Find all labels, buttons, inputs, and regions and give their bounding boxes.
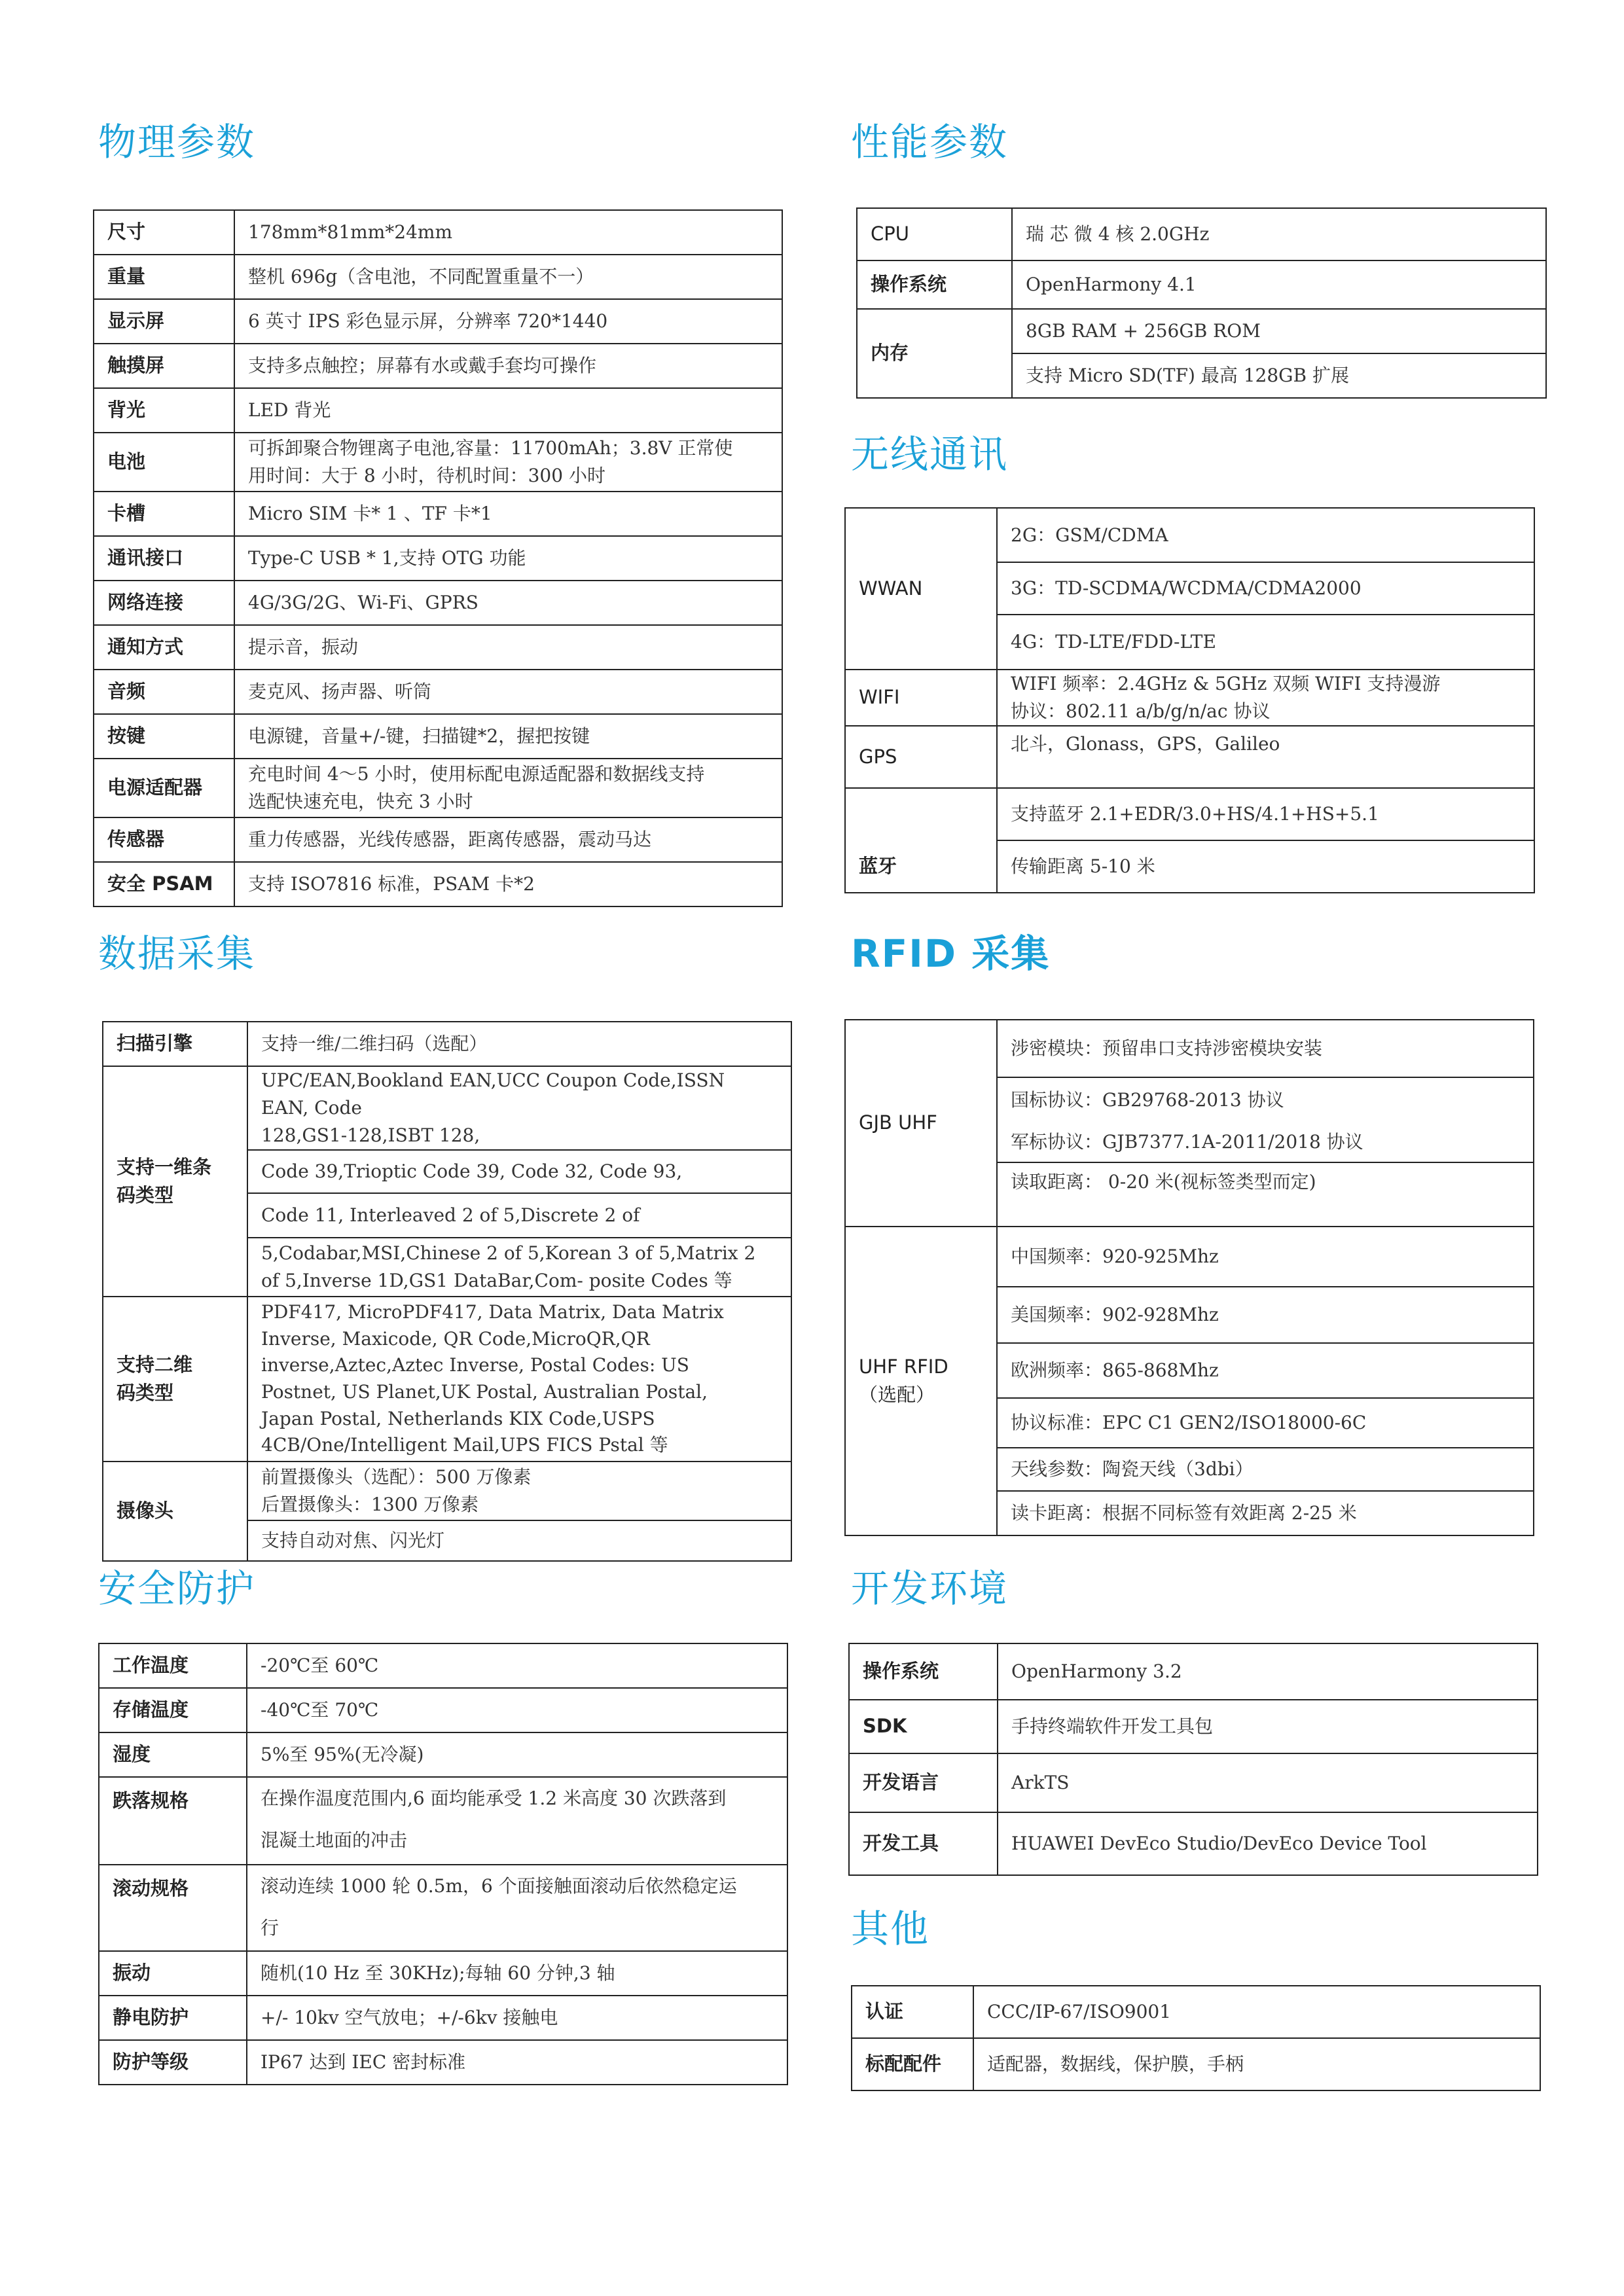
one-d-codes-value bbox=[247, 1066, 791, 1150]
two-d-key-line: 支持二维 bbox=[117, 1353, 193, 1376]
front-camera: 前置摄像头（选配）：500 万像素 bbox=[261, 1466, 532, 1488]
row-value: 适配器，数据线，保护膜，手柄 bbox=[973, 2038, 1540, 2090]
scan-engine-key: 扫描引擎 bbox=[103, 1022, 247, 1066]
rfid-value: 军标协议：GJB7377.1A-2011/2018 协议 bbox=[997, 1122, 1534, 1162]
bluetooth-version-value: 支持蓝牙 2.1+EDR/3.0+HS/4.1+HS+5.1 bbox=[997, 788, 1534, 840]
rfid-value: 读卡距离：根据不同标签有效距离 2-25 米 bbox=[997, 1491, 1534, 1535]
row-value bbox=[234, 433, 782, 492]
two-d-codes-line: Japan Postal, Netherlands KIX Code,USPS bbox=[261, 1407, 655, 1429]
rear-camera: 后置摄像头：1300 万像素 bbox=[261, 1494, 479, 1515]
heading-rfid: RFID 采集 bbox=[851, 931, 1051, 976]
camera-value bbox=[247, 1462, 791, 1520]
row-key: 静电防护 bbox=[99, 1996, 247, 2040]
row-value-line: 行 bbox=[261, 1917, 280, 1939]
row-value bbox=[234, 759, 782, 817]
row-value-line: 用时间：大于 8 小时，待机时间：300 小时 bbox=[248, 465, 605, 486]
row-key: 通讯接口 bbox=[94, 536, 234, 581]
memory-expansion-value: 支持 Micro SD(TF) 最高 128GB 扩展 bbox=[1012, 353, 1546, 398]
row-value: 重力传感器，光线传感器，距离传感器，震动马达 bbox=[234, 817, 782, 862]
scan-engine-value: 支持一维/二维扫码（选配） bbox=[247, 1022, 791, 1066]
gps-key: GPS bbox=[845, 726, 997, 788]
performance-table bbox=[856, 207, 1547, 399]
wifi-value bbox=[997, 670, 1534, 726]
row-key: 湿度 bbox=[99, 1732, 247, 1777]
one-d-key-line: 码类型 bbox=[117, 1184, 174, 1206]
one-d-barcode-key bbox=[103, 1066, 247, 1297]
rfid-value: 协议标准：EPC C1 GEN2/ISO18000-6C bbox=[997, 1398, 1534, 1448]
row-key: 按键 bbox=[94, 714, 234, 759]
two-d-codes-value bbox=[247, 1297, 791, 1462]
data-capture-table bbox=[102, 1021, 792, 1562]
safety-table bbox=[98, 1643, 788, 2085]
wifi-key: WIFI bbox=[845, 670, 997, 726]
one-d-codes-line: 128,GS1-128,ISBT 128, bbox=[261, 1124, 480, 1146]
heading-performance: 性能参数 bbox=[851, 120, 1009, 164]
row-key: 工作温度 bbox=[99, 1643, 247, 1688]
rfid-value: 国标协议：GB29768-2013 协议 bbox=[997, 1077, 1534, 1122]
row-key: 滚动规格 bbox=[99, 1865, 247, 1951]
gps-value: 北斗，Glonass，GPS，Galileo bbox=[997, 726, 1534, 788]
one-d-codes-value: Code 11, Interleaved 2 of 5,Discrete 2 of bbox=[247, 1193, 791, 1238]
bluetooth-key: 蓝牙 bbox=[845, 788, 997, 893]
one-d-codes-line: 5,Codabar,MSI,Chinese 2 of 5,Korean 3 of 5,Matrix 2 bbox=[261, 1242, 756, 1264]
wwan-2g-value: 2G：GSM/CDMA bbox=[997, 508, 1534, 562]
one-d-codes-line: UPC/EAN,Bookland EAN,UCC Coupon Code,ISSN EAN, Code bbox=[261, 1069, 725, 1119]
cpu-key: CPU bbox=[857, 208, 1012, 260]
row-value: 电源键，音量+/-键，扫描键*2，握把按键 bbox=[234, 714, 782, 759]
row-value: 6 英寸 IPS 彩色显示屏，分辨率 720*1440 bbox=[234, 299, 782, 344]
row-value: 随机(10 Hz 至 30KHz);每轴 60 分钟,3 轴 bbox=[247, 1951, 787, 1996]
wireless-table bbox=[844, 507, 1535, 893]
wwan-4g-value: 4G：TD-LTE/FDD-LTE bbox=[997, 615, 1534, 670]
memory-key: 内存 bbox=[857, 309, 1012, 398]
row-key: 网络连接 bbox=[94, 581, 234, 625]
wwan-3g-value: 3G：TD-SCDMA/WCDMA/CDMA2000 bbox=[997, 562, 1534, 615]
row-value: -40℃至 70℃ bbox=[247, 1688, 787, 1732]
camera-focus-value: 支持自动对焦、闪光灯 bbox=[247, 1520, 791, 1561]
row-key: 电源适配器 bbox=[94, 759, 234, 817]
row-value: HUAWEI DevEco Studio/DevEco Device Tool bbox=[998, 1812, 1538, 1875]
row-key: 触摸屏 bbox=[94, 344, 234, 388]
row-value: ArkTS bbox=[998, 1753, 1538, 1812]
row-value-line: 混凝土地面的冲击 bbox=[261, 1829, 408, 1852]
row-key: SDK bbox=[849, 1700, 998, 1753]
rfid-table bbox=[844, 1019, 1534, 1536]
memory-value: 8GB RAM + 256GB ROM bbox=[1012, 309, 1546, 353]
row-value: 麦克风、扬声器、听筒 bbox=[234, 670, 782, 714]
row-value: Type-C USB * 1,支持 OTG 功能 bbox=[234, 536, 782, 581]
rfid-value: 读取距离： 0-20 米(视标签类型而定) bbox=[997, 1162, 1534, 1227]
heading-physical: 物理参数 bbox=[98, 120, 256, 164]
physical-table bbox=[93, 209, 783, 907]
heading-wireless: 无线通讯 bbox=[851, 432, 1009, 476]
row-key: 传感器 bbox=[94, 817, 234, 862]
heading-other: 其他 bbox=[851, 1907, 930, 1951]
row-value: Micro SIM 卡* 1 、TF 卡*1 bbox=[234, 492, 782, 536]
row-value-line: 滚动连续 1000 轮 0.5m，6 个面接触面滚动后依然稳定运 bbox=[261, 1875, 737, 1897]
wifi-frequency: WIFI 频率：2.4GHz & 5GHz 双频 WIFI 支持漫游 bbox=[1011, 673, 1441, 694]
row-key: 防护等级 bbox=[99, 2040, 247, 2085]
row-key: 背光 bbox=[94, 388, 234, 433]
other-table bbox=[851, 1985, 1541, 2091]
two-d-key-line: 码类型 bbox=[117, 1382, 174, 1404]
row-value: 整机 696g（含电池，不同配置重量不一） bbox=[234, 255, 782, 299]
row-key: 电池 bbox=[94, 433, 234, 492]
row-value bbox=[247, 1777, 787, 1865]
dev-env-table bbox=[848, 1643, 1538, 1876]
two-d-barcode-key bbox=[103, 1297, 247, 1462]
os-key: 操作系统 bbox=[857, 260, 1012, 309]
os-value: OpenHarmony 4.1 bbox=[1012, 260, 1546, 309]
row-key: 通知方式 bbox=[94, 625, 234, 670]
row-key: 振动 bbox=[99, 1951, 247, 1996]
two-d-codes-line: Postnet, US Planet,UK Postal, Australian Postal, bbox=[261, 1381, 708, 1403]
row-value: IP67 达到 IEC 密封标准 bbox=[247, 2040, 787, 2085]
row-value: 5%至 95%(无冷凝) bbox=[247, 1732, 787, 1777]
row-value-line: 充电时间 4～5 小时，使用标配电源适配器和数据线支持 bbox=[248, 763, 705, 785]
row-value: 支持多点触控；屏幕有水或戴手套均可操作 bbox=[234, 344, 782, 388]
one-d-codes-line: of 5,Inverse 1D,GS1 DataBar,Com- posite Codes 等 bbox=[261, 1270, 732, 1291]
row-key: 卡槽 bbox=[94, 492, 234, 536]
row-value: CCC/IP-67/ISO9001 bbox=[973, 1986, 1540, 2038]
wwan-key: WWAN bbox=[845, 508, 997, 670]
row-key: 开发语言 bbox=[849, 1753, 998, 1812]
row-value: 手持终端软件开发工具包 bbox=[998, 1700, 1538, 1753]
rfid-value: 涉密模块：预留串口支持涉密模块安装 bbox=[997, 1020, 1534, 1077]
row-key: 音频 bbox=[94, 670, 234, 714]
row-key: 标配配件 bbox=[852, 2038, 973, 2090]
rfid-value: 美国频率：902-928Mhz bbox=[997, 1287, 1534, 1343]
uhf-rfid-key bbox=[845, 1227, 997, 1535]
wifi-protocol: 协议：802.11 a/b/g/n/ac 协议 bbox=[1011, 700, 1271, 722]
two-d-codes-line: Inverse, Maxicode, QR Code,MicroQR,QR bbox=[261, 1327, 650, 1350]
two-d-codes-line: 4CB/One/Intelligent Mail,UPS FICS Pstal 等 bbox=[261, 1434, 668, 1456]
heading-data-capture: 数据采集 bbox=[98, 931, 256, 976]
row-key: 尺寸 bbox=[94, 210, 234, 255]
rfid-value: 中国频率：920-925Mhz bbox=[997, 1227, 1534, 1287]
row-value: 支持 ISO7816 标准，PSAM 卡*2 bbox=[234, 862, 782, 906]
row-value: 4G/3G/2G、Wi-Fi、GPRS bbox=[234, 581, 782, 625]
heading-dev-env: 开发环境 bbox=[851, 1566, 1009, 1611]
one-d-codes-value bbox=[247, 1238, 791, 1297]
rfid-value: 天线参数：陶瓷天线（3dbi） bbox=[997, 1448, 1534, 1491]
row-value-line: 选配快速充电，快充 3 小时 bbox=[248, 791, 473, 812]
heading-safety: 安全防护 bbox=[98, 1566, 256, 1611]
row-key: 存储温度 bbox=[99, 1688, 247, 1732]
row-key: 开发工具 bbox=[849, 1812, 998, 1875]
row-key: 认证 bbox=[852, 1986, 973, 2038]
row-value: +/- 10kv 空气放电；+/-6kv 接触电 bbox=[247, 1996, 787, 2040]
two-d-codes-line: inverse,Aztec,Aztec Inverse, Postal Codes: US bbox=[261, 1354, 689, 1376]
uhf-rfid-key-line: （选配） bbox=[859, 1384, 935, 1406]
row-value: OpenHarmony 3.2 bbox=[998, 1643, 1538, 1700]
two-d-codes-line: PDF417, MicroPDF417, Data Matrix, Data Matrix bbox=[261, 1301, 724, 1323]
gjb-uhf-key: GJB UHF bbox=[845, 1020, 997, 1227]
one-d-key-line: 支持一维条 bbox=[117, 1155, 212, 1178]
row-key: 安全 PSAM bbox=[94, 862, 234, 906]
row-value: 178mm*81mm*24mm bbox=[234, 210, 782, 255]
bluetooth-range-value: 传输距离 5-10 米 bbox=[997, 840, 1534, 893]
uhf-rfid-key-line: UHF RFID bbox=[859, 1355, 948, 1378]
row-value bbox=[247, 1865, 787, 1951]
row-value: LED 背光 bbox=[234, 388, 782, 433]
row-value: -20℃至 60℃ bbox=[247, 1643, 787, 1688]
row-key: 显示屏 bbox=[94, 299, 234, 344]
one-d-codes-value: Code 39,Trioptic Code 39, Code 32, Code 93, bbox=[247, 1150, 791, 1193]
row-value-line: 可拆卸聚合物锂离子电池,容量：11700mAh；3.8V 正常使 bbox=[248, 437, 733, 459]
row-value-line: 在操作温度范围内,6 面均能承受 1.2 米高度 30 次跌落到 bbox=[261, 1787, 727, 1809]
camera-key: 摄像头 bbox=[103, 1462, 247, 1561]
row-value: 提示音，振动 bbox=[234, 625, 782, 670]
rfid-value: 欧洲频率：865-868Mhz bbox=[997, 1343, 1534, 1398]
row-key: 跌落规格 bbox=[99, 1777, 247, 1865]
cpu-value: 瑞 芯 微 4 核 2.0GHz bbox=[1012, 208, 1546, 260]
row-key: 重量 bbox=[94, 255, 234, 299]
row-key: 操作系统 bbox=[849, 1643, 998, 1700]
